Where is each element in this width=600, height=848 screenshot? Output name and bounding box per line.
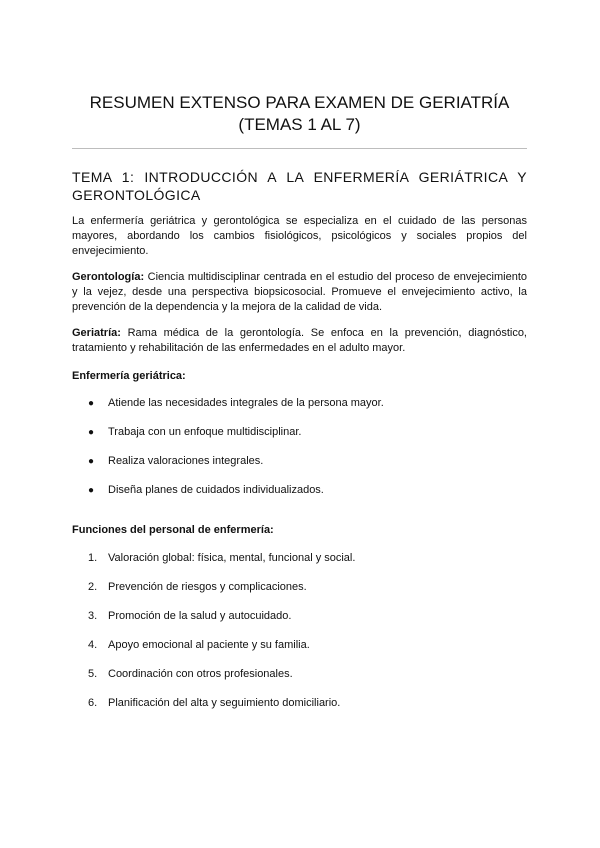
- geriatria-text: Rama médica de la gerontología. Se enfoca en la prevención, diagnóstico, tratamiento y rehabilitación de las enfermedades en el adulto mayor.: [72, 327, 527, 354]
- bullet-icon: ●: [88, 427, 95, 438]
- numbered-item: 1. Valoración global: física, mental, funcional y social.: [88, 552, 356, 564]
- list-item: ● Trabaja con un enfoque multidisciplinar.: [88, 426, 302, 438]
- geriatria-paragraph: [72, 326, 527, 356]
- numbered-item: 2. Prevención de riesgos y complicaciones.: [88, 581, 307, 593]
- intro-paragraph: La enfermería geriátrica y gerontológica se especializa en el cuidado de las personas mayores, abordando los cambios fisiológicos, psicológicos y sociales propios del envejecimiento.: [72, 215, 527, 257]
- bullet-icon: ●: [88, 456, 95, 467]
- list-item: ● Diseña planes de cuidados individualizados.: [88, 484, 324, 496]
- gerontologia-term: Gerontología:: [72, 271, 145, 283]
- enfermeria-heading: Enfermería geriátrica:: [72, 370, 186, 382]
- funciones-heading: Funciones del personal de enfermería:: [72, 524, 274, 536]
- bullet-icon: ●: [88, 485, 95, 496]
- title-line-1: RESUMEN EXTENSO PARA EXAMEN DE GERIATRÍA: [89, 93, 510, 112]
- numbered-item: 3. Promoción de la salud y autocuidado.: [88, 610, 292, 622]
- bullet-icon: ●: [88, 398, 95, 409]
- numbered-item: 6. Planificación del alta y seguimiento domiciliario.: [88, 697, 341, 709]
- list-item: ● Realiza valoraciones integrales.: [88, 455, 264, 467]
- geriatria-term: Geriatría:: [72, 327, 121, 339]
- list-item: ● Atiende las necesidades integrales de la persona mayor.: [88, 397, 384, 409]
- document-title: [72, 92, 527, 136]
- section-heading: TEMA 1: INTRODUCCIÓN A LA ENFERMERÍA GERIÁTRICA Y GERONTOLÓGICA: [72, 169, 527, 203]
- numbered-item: 4. Apoyo emocional al paciente y su familia.: [88, 639, 310, 651]
- gerontologia-text: Ciencia multidisciplinar centrada en el estudio del proceso de envejecimiento y la vejez, desde una perspectiva biopsicosocial. Promueve el envejecimiento activo, la prevención de la dependencia y la mejora de la calidad de vida.: [72, 271, 527, 313]
- numbered-item: 5. Coordinación con otros profesionales.: [88, 668, 293, 680]
- gerontologia-paragraph: [72, 270, 527, 315]
- title-divider: [72, 148, 527, 149]
- title-line-2: (TEMAS 1 AL 7): [238, 115, 361, 134]
